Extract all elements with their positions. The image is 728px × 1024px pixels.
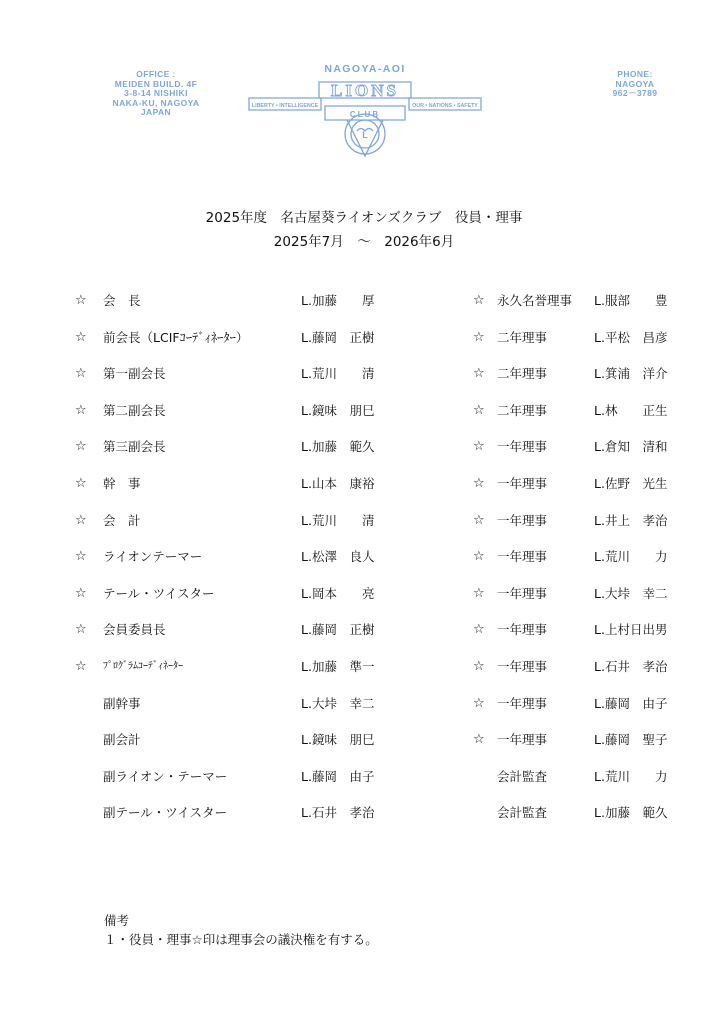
- voting-star-mark: ☆: [75, 512, 87, 528]
- roster-row: [0, 291, 728, 311]
- officer-role: 二年理事: [497, 329, 548, 345]
- voting-star-mark: ☆: [75, 549, 87, 565]
- officer-role: 一年理事: [497, 549, 548, 565]
- officer-role: 会 計: [103, 512, 141, 528]
- officer-name: L.服部 豊: [594, 293, 668, 308]
- officer-role: 二年理事: [497, 366, 548, 382]
- roster-row: [0, 730, 728, 750]
- logo-word: LIONS: [331, 81, 399, 100]
- office-line: MEIDEN BUILD. 4F: [114, 78, 198, 89]
- officer-name: L.大垰 幸二: [301, 695, 375, 711]
- officer-name: L.林 正生: [594, 402, 668, 418]
- office-line: NAKA-KU, NAGOYA: [112, 97, 200, 108]
- office-line: 3-8-14 NISHIKI: [124, 88, 188, 98]
- logo-sub: CLUB: [349, 110, 381, 119]
- officer-role: 二年理事: [497, 402, 548, 418]
- officer-name: L.荒川 清: [301, 366, 375, 382]
- officer-name: L.鏡味 朋巳: [301, 402, 375, 418]
- roster-row: [0, 584, 728, 604]
- logo-right-banner: OUR • NATIONS • SAFETY: [412, 103, 478, 109]
- roster-row: [0, 657, 728, 677]
- voting-star-mark: ☆: [75, 439, 87, 455]
- officer-role: 一年理事: [497, 512, 548, 528]
- officer-role: 会 長: [103, 293, 141, 308]
- voting-star-mark: ☆: [473, 512, 485, 528]
- voting-star-mark: ☆: [473, 732, 485, 748]
- voting-star-mark: ☆: [473, 329, 485, 345]
- officer-name: L.藤岡 聖子: [594, 732, 668, 748]
- lions-club-logo: [245, 76, 485, 162]
- officer-role: テール・ツイスター: [103, 585, 215, 601]
- officer-name: L.藤岡 由子: [594, 695, 668, 711]
- roster-row: [0, 328, 728, 348]
- roster-row: [0, 767, 728, 787]
- officer-name: L.石井 孝治: [594, 659, 668, 674]
- officer-name: L.岡本 亮: [301, 585, 375, 601]
- voting-star-mark: ☆: [75, 366, 87, 382]
- officer-name: L.佐野 光生: [594, 476, 668, 491]
- officer-name: L.藤岡 正樹: [301, 329, 375, 345]
- phone-line: 962－3789: [612, 88, 658, 98]
- officer-name: L.藤岡 正樹: [301, 622, 375, 638]
- officer-role: 会計監査: [497, 768, 548, 784]
- officer-role: 一年理事: [497, 585, 548, 601]
- officer-name: L.荒川 力: [594, 549, 668, 565]
- svg-text:L: L: [362, 130, 368, 140]
- officer-role: 一年理事: [497, 659, 548, 674]
- officer-role: 第一副会長: [103, 366, 166, 382]
- officer-name: L.箕浦 洋介: [594, 366, 668, 382]
- officer-role: 一年理事: [497, 439, 548, 455]
- voting-star-mark: ☆: [75, 476, 87, 491]
- officer-name: L.平松 昌彦: [594, 329, 668, 345]
- club-name: NAGOYA-AOI: [324, 63, 406, 75]
- voting-star-mark: ☆: [75, 622, 87, 638]
- officer-name: L.藤岡 由子: [301, 768, 375, 784]
- voting-star-mark: ☆: [473, 476, 485, 491]
- logo-left-banner: LIBERTY • INTELLIGENCE: [251, 103, 319, 109]
- officer-role: 一年理事: [497, 732, 548, 748]
- voting-star-mark: ☆: [473, 659, 485, 674]
- officer-role: 前会長（LCIFｺｰﾃﾞｨﾈｰﾀｰ）: [103, 329, 249, 345]
- officer-name: L.松澤 良人: [301, 549, 375, 565]
- officer-name: L.加藤 厚: [301, 293, 375, 308]
- officer-role: 副ライオン・テーマー: [103, 768, 228, 784]
- officer-role: 第二副会長: [103, 402, 166, 418]
- roster-row: [0, 547, 728, 567]
- voting-star-mark: ☆: [473, 622, 485, 638]
- officer-name: L.荒川 清: [301, 512, 375, 528]
- officer-name: L.加藤 範久: [301, 439, 375, 455]
- roster-row: [0, 401, 728, 421]
- officer-role: 副幹事: [103, 695, 141, 711]
- phone-line: NAGOYA: [615, 78, 655, 89]
- officer-role: 副テール・ツイスター: [103, 805, 228, 821]
- officer-name: L.加藤 範久: [594, 805, 668, 821]
- voting-star-mark: ☆: [473, 293, 485, 308]
- roster-row: [0, 437, 728, 457]
- voting-star-mark: ☆: [473, 549, 485, 565]
- officer-role: 一年理事: [497, 476, 548, 491]
- officer-role: 一年理事: [497, 695, 548, 711]
- officer-role: ﾌﾟﾛｸﾞﾗﾑｺｰﾃﾞｨﾈｰﾀｰ: [103, 661, 183, 672]
- officer-role: 副会計: [103, 732, 141, 748]
- roster-row: [0, 694, 728, 714]
- voting-star-mark: ☆: [75, 402, 87, 418]
- voting-star-mark: ☆: [75, 659, 87, 674]
- roster-row: [0, 474, 728, 494]
- document-title: 2025年度 名古屋葵ライオンズクラブ 役員・理事: [205, 210, 523, 226]
- officer-role: 会計監査: [497, 805, 548, 821]
- office-line: JAPAN: [140, 107, 172, 117]
- roster-row: [0, 364, 728, 384]
- phone-line: PHONE:: [617, 69, 653, 79]
- officer-name: L.加藤 準一: [301, 659, 375, 674]
- voting-star-mark: ☆: [473, 402, 485, 418]
- office-line: OFFICE :: [136, 69, 176, 79]
- officer-name: L.倉知 清和: [594, 439, 668, 455]
- voting-star-mark: ☆: [75, 585, 87, 601]
- office-address: [96, 70, 216, 118]
- roster-row: [0, 803, 728, 823]
- officer-name: L.上村日出男: [594, 622, 668, 638]
- voting-star-mark: ☆: [473, 695, 485, 711]
- officer-role: ライオンテーマー: [103, 549, 203, 565]
- officer-role: 永久名誉理事: [497, 293, 573, 308]
- voting-star-mark: ☆: [473, 439, 485, 455]
- officer-name: L.大垰 幸二: [594, 585, 668, 601]
- officer-name: L.荒川 力: [594, 768, 668, 784]
- roster-row: [0, 511, 728, 531]
- document-period: 2025年7月 ～ 2026年6月: [273, 234, 455, 250]
- voting-star-mark: ☆: [473, 366, 485, 382]
- officer-name: L.井上 孝治: [594, 512, 668, 528]
- officer-role: 会員委員長: [103, 622, 166, 638]
- officer-name: L.石井 孝治: [301, 805, 375, 821]
- officer-name: L.山本 康裕: [301, 476, 375, 491]
- officer-role: 一年理事: [497, 622, 548, 638]
- officer-role: 幹 事: [103, 476, 141, 491]
- officer-role: 第三副会長: [103, 439, 166, 455]
- phone-block: [590, 70, 680, 99]
- notes-heading: 備考: [104, 913, 130, 928]
- voting-star-mark: ☆: [473, 585, 485, 601]
- officer-name: L.鏡味 朋巳: [301, 732, 375, 748]
- notes-line: １・役員・理事☆印は理事会の議決権を有する。: [104, 932, 378, 947]
- voting-star-mark: ☆: [75, 293, 87, 308]
- roster-row: [0, 620, 728, 640]
- voting-star-mark: ☆: [75, 329, 87, 345]
